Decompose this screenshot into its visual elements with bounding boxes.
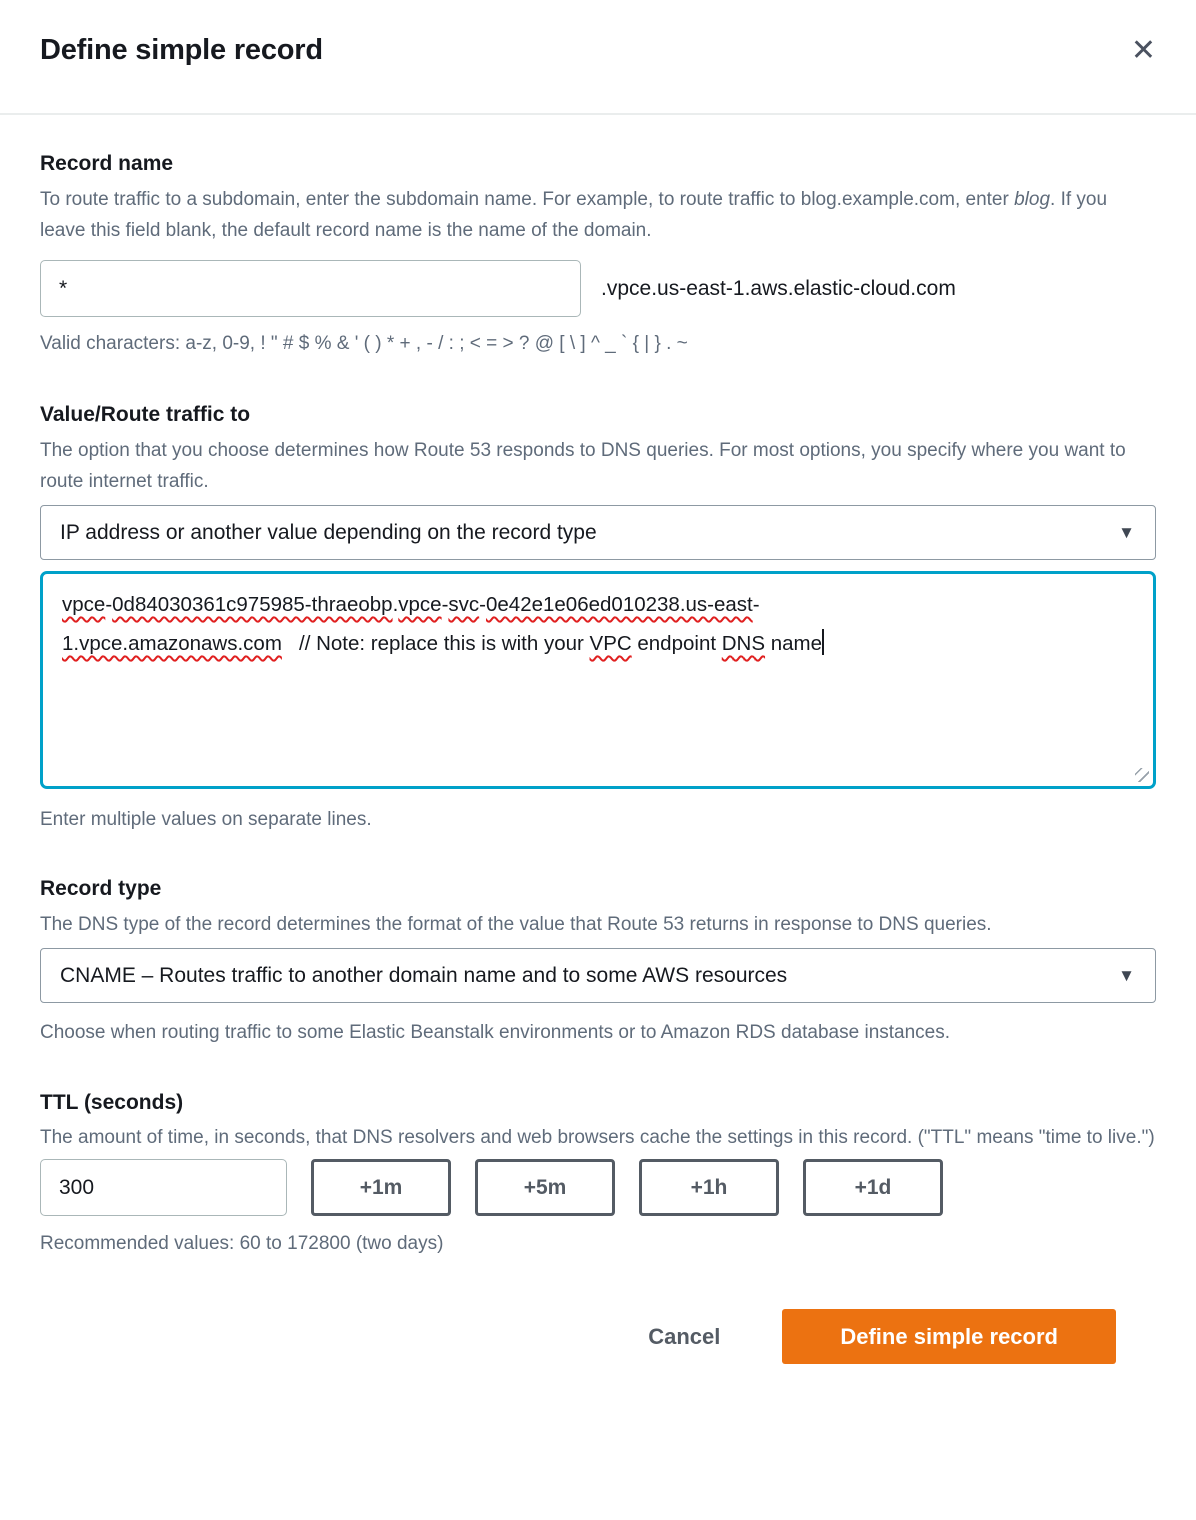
route-traffic-description: The option that you choose determines how Route 53 responds to DNS queries. For most options, you specify where you want to route internet traffic. [40, 440, 1126, 492]
route-traffic-select[interactable] [40, 505, 1156, 560]
route-traffic-value-textarea[interactable] [40, 571, 1156, 789]
record-type-heading: Record type [40, 877, 162, 900]
modal-header [0, 0, 1196, 115]
value-text-segment: // Note: replace this is with your [281, 632, 590, 655]
ttl-plus-1h-button[interactable]: +1h [639, 1159, 779, 1216]
define-simple-record-button[interactable]: Define simple record [782, 1309, 1116, 1364]
value-text-segment: endpoint [631, 632, 722, 655]
value-text-segment: VPC [589, 632, 632, 655]
valid-characters-hint: Valid characters: a-z, 0-9, ! " # $ % & ' ( ) * + , - / : ; < = > ? @ [ \ ] ^ _ ` { | } . ~ [40, 333, 688, 354]
value-text-segment: 1.vpce.amazonaws.com [62, 632, 282, 655]
ttl-heading: TTL (seconds) [40, 1091, 184, 1114]
ttl-section [40, 1091, 1156, 1257]
record-name-row [40, 260, 1156, 317]
record-name-section [40, 152, 1156, 357]
value-line [62, 624, 1134, 663]
modal-body [0, 115, 1196, 1364]
multiple-values-hint: Enter multiple values on separate lines. [40, 809, 372, 830]
value-line [62, 585, 1134, 624]
value-text-segment: - [441, 593, 449, 616]
description-text: . If you leave this field blank, the default record name is the name of the domain. [40, 189, 1108, 241]
text-cursor [822, 629, 824, 655]
value-text-segment: - [105, 593, 113, 616]
ttl-input[interactable] [40, 1159, 287, 1216]
ttl-description: The amount of time, in seconds, that DNS resolvers and web browsers cache the settings in this record. ("TTL" means "time to live.") [40, 1127, 1155, 1148]
ttl-row [40, 1159, 1156, 1216]
record-name-description [40, 184, 1156, 246]
modal-footer [40, 1309, 1156, 1364]
ttl-plus-1m-button[interactable]: +1m [311, 1159, 451, 1216]
value-text-segment: name [765, 632, 823, 655]
value-text-segment: DNS [721, 632, 766, 655]
value-text-segment: - [479, 593, 486, 616]
record-type-section [40, 877, 1156, 1048]
description-italic-text: blog [1014, 189, 1051, 210]
record-type-description: The DNS type of the record determines the format of the value that Route 53 returns in response to DNS queries. [40, 914, 992, 935]
value-text-segment: - [752, 593, 760, 616]
route-traffic-heading: Value/Route traffic to [40, 403, 251, 426]
ttl-recommended-hint: Recommended values: 60 to 172800 (two days) [40, 1233, 444, 1254]
value-text-segment: vpce [62, 593, 106, 616]
record-type-hint: Choose when routing traffic to some Elastic Beanstalk environments or to Amazon RDS database instances. [40, 1022, 951, 1043]
resize-handle-icon[interactable] [1135, 768, 1149, 782]
close-button[interactable] [1131, 36, 1156, 66]
record-name-heading: Record name [40, 152, 174, 175]
ttl-plus-5m-button[interactable]: +5m [475, 1159, 615, 1216]
modal-title: Define simple record [40, 34, 323, 66]
close-icon: ✕ [1130, 34, 1156, 67]
ttl-plus-1d-button[interactable]: +1d [803, 1159, 943, 1216]
value-text-segment: 0e42e1e06ed010238.us-east [486, 593, 753, 616]
description-text: To route traffic to a subdomain, enter the subdomain name. For example, to route traffic to blog.example.com, enter [40, 189, 1015, 210]
record-type-select[interactable] [40, 948, 1156, 1003]
route-traffic-section [40, 403, 1156, 833]
cancel-button[interactable]: Cancel [648, 1323, 721, 1349]
record-type-selected-option: CNAME – Routes traffic to another domain name and to some AWS resources [60, 963, 788, 987]
record-name-input[interactable] [40, 260, 581, 317]
value-text-segment: 0d84030361c975985-thraeobp [112, 593, 393, 616]
value-text-segment: vpce [398, 593, 442, 616]
value-text-segment: . [392, 593, 399, 616]
value-text-segment: svc [448, 593, 480, 616]
domain-suffix: .vpce.us-east-1.aws.elastic-cloud.com [601, 276, 956, 300]
chevron-down-icon: ▼ [1118, 965, 1135, 985]
chevron-down-icon: ▼ [1118, 522, 1135, 542]
route-traffic-selected-option: IP address or another value depending on the record type [60, 520, 597, 544]
